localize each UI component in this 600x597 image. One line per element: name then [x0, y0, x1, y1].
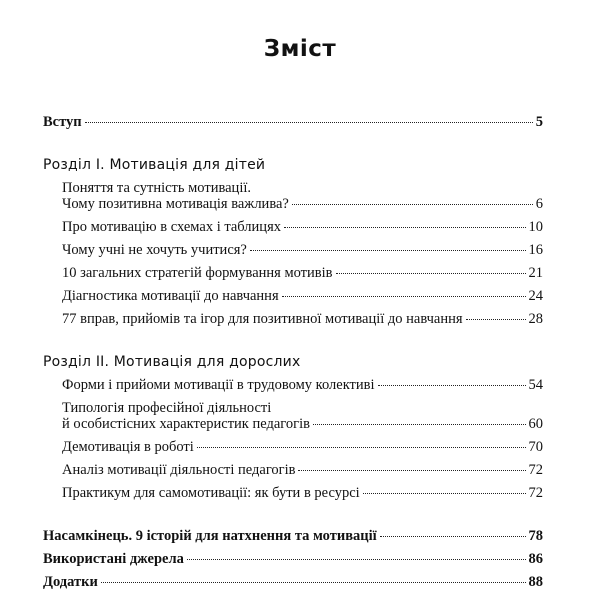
dot-leader [378, 385, 526, 386]
toc-entry-page: 88 [528, 574, 543, 590]
toc-entry-title: 77 вправ, прийомів та ігор для позитивної мотивації до навчання [62, 311, 463, 327]
toc-entry-title: Вступ [43, 114, 82, 130]
toc-entry[interactable] [62, 265, 543, 281]
dot-leader [101, 582, 526, 583]
toc-entry-title: Додатки [43, 574, 98, 590]
toc-entry[interactable] [62, 288, 543, 304]
toc-entry-title: Чому позитивна мотивація важлива? [62, 196, 289, 212]
toc-entry-page: 70 [528, 439, 543, 455]
dot-leader [313, 424, 526, 425]
toc-entry-page: 86 [528, 551, 543, 567]
toc-entry-title: Насамкінець. 9 історій для натхнення та мотивації [43, 528, 377, 544]
toc-entry[interactable] [62, 311, 543, 327]
toc-entry-intro[interactable] [43, 114, 543, 130]
toc-entry-page: 72 [528, 485, 543, 501]
toc-entry[interactable] [62, 377, 543, 393]
toc-entry-title: Форми і прийоми мотивації в трудовому колективі [62, 377, 375, 393]
dot-leader [336, 273, 526, 274]
toc-entry[interactable] [62, 462, 543, 478]
dot-leader [282, 296, 526, 297]
toc-entry-page: 16 [528, 242, 543, 258]
toc-entry-page: 78 [528, 528, 543, 544]
toc-entry-sources[interactable] [43, 551, 543, 567]
toc-entry-page: 28 [528, 311, 543, 327]
toc-entry-appendix[interactable] [43, 574, 543, 590]
dot-leader [85, 122, 533, 123]
dot-leader [292, 204, 533, 205]
dot-leader [363, 493, 526, 494]
toc-entry-title: Про мотивацію в схемах і таблицях [62, 219, 281, 235]
dot-leader [380, 536, 526, 537]
toc-entry[interactable] [62, 439, 543, 455]
dot-leader [466, 319, 526, 320]
toc-entry[interactable] [62, 416, 543, 432]
toc-entry[interactable] [62, 485, 543, 501]
toc-entry-page: 54 [528, 377, 543, 393]
section-heading-2: Розділ II. Мотивація для дорослих [43, 354, 301, 370]
dot-leader [197, 447, 526, 448]
toc-entry-page: 60 [528, 416, 543, 432]
dot-leader [298, 470, 525, 471]
dot-leader [187, 559, 526, 560]
toc-entry-page: 24 [528, 288, 543, 304]
toc-entry-title: Використані джерела [43, 551, 184, 567]
dot-leader [284, 227, 526, 228]
toc-entry-title: Демотивація в роботі [62, 439, 194, 455]
toc-entry-page: 10 [528, 219, 543, 235]
toc-entry-page: 72 [528, 462, 543, 478]
toc-entry-title: 10 загальних стратегій формування мотивів [62, 265, 333, 281]
toc-entry-page: 6 [535, 196, 543, 212]
toc-entry-title: Практикум для самомотивації: як бути в ресурсі [62, 485, 360, 501]
toc-entry-epilogue[interactable] [43, 528, 543, 544]
toc-entry[interactable] [62, 219, 543, 235]
toc-entry[interactable] [62, 242, 543, 258]
toc-entry[interactable] [62, 196, 543, 212]
toc-entry-page: 5 [535, 114, 543, 130]
dot-leader [250, 250, 526, 251]
toc-entry-title: Аналіз мотивації діяльності педагогів [62, 462, 296, 478]
toc-entry-page: 21 [528, 265, 543, 281]
toc-entry-title: Чому учні не хочуть учитися? [62, 242, 247, 258]
toc-entry-line1: Типологія професійної діяльності [62, 400, 272, 416]
toc-entry-title: й особистісних характеристик педагогів [62, 416, 310, 432]
toc-entry-line1: Поняття та сутність мотивації. [62, 180, 251, 196]
section-heading-1: Розділ I. Мотивація для дітей [43, 157, 266, 173]
page-title: Зміст [263, 36, 337, 62]
toc-entry-title: Діагностика мотивації до навчання [62, 288, 279, 304]
